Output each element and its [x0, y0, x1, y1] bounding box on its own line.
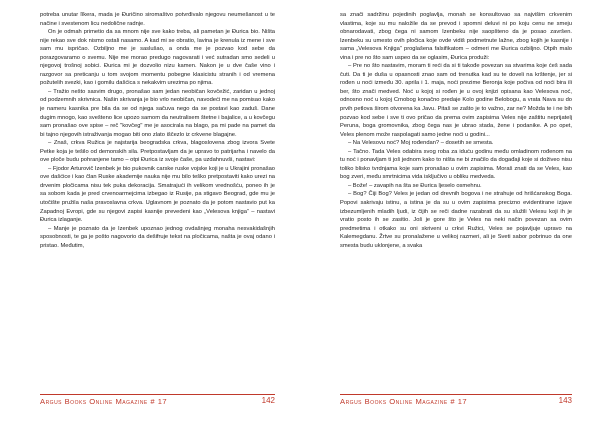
right-page: [300, 0, 600, 424]
paragraph: – Tačno. Tada Veles odabira svog roba za iduću godinu među omladinom rođenom na tu noć i ponavljam ti još jednom kako to ništa ne bi značilo da događaji koje si doživeo nisu toliko blisko tvrdnjama koje sam pronašao u ovim zapisima. Moraš znati da se Veles, kao bog zveri, među smrtnicima vida isključivo u obliku medveda.: [340, 148, 572, 181]
page-number: 143: [558, 396, 572, 405]
magazine-name: Argus Books Online Magazine # 17: [40, 397, 168, 406]
right-page-footer: [340, 394, 572, 408]
left-page-footer: [40, 394, 275, 408]
paragraph: – Pre no što nastavim, moram ti reći da si ti takođe povezan sa stvarima koje ćeš sada čuti. Da ti je duša u opasnosti znao sam od trenutka kad su te doveli na krštenje, jer si rođen u noći između 30. aprila i 1. maja, noći prezime Beronja koje počiva od noći bira ili ber, što znači medved. Noć u kojoj si rođen je u ovoj knjizi opisana kao Velesova noć, odnosno noć u kojoj Crnobog konačno predaje Kolo godine Belobogu, a vrata Nava su do prvih petlova širom otvorena ka Javu. Pitaš se zašto je to važno, zar ne? Možda te i ne bih pozvao kod sebe i sve ti ovo pričao da prema ovim zapisima Veles nije zaštitu neprijatelj Peruna, boga gromovnika, zbog čega nas je ubrao stada, žene i podanike. A po opet, Veles plenom može raspolagati samo jedne noći u godini...: [340, 63, 572, 138]
paragraph: – Tražio nešto sasvim drugo, pronašao sam jedan neobičan kovčežić, zaridan u jednoj od podzemnih skrivnica. Našin skrivanja je bio vrlo neobičan, navodeći me na pomisao kako je nameru kasnika pre bila da se od njega sačuva nego da se postavi kao zaduš. Dane dugim mnogo, kao svešteno lice upozo samom da neutralisem štetne i bajalice, a u kovčegu sam pronašao ove spise – reč "kovčeg" me je asocirala na blago, pa mi pade na pamet da bi tajno njegovih istraživanja mogao biti ono zlato iščezlo iz crkvene blagajne.: [40, 88, 275, 138]
paragraph: – Manje je poznato da je Izenbek upoznao jednog ovdašnjeg monaha nesvakidašnjih sposobnosti, te ga je pošto nagovorio da dešifruje tekst na pločicama, našta je ovaj odano i pristao. Međutim,: [40, 225, 275, 249]
left-page-body: [40, 11, 275, 388]
paragraph: potreba unutar lîkera, mada je Đuričino siromaštvo potvrđivalo njegovu neumešanost u te načine i svestenom licu nedolične radnje.: [40, 12, 275, 27]
paragraph: sa znači sadržinu pojedinih poglavlja, monah se konsultovao sa najvišim crkvenim vlastima, koje su mu naložile da se prevod i spomni deluvi ni po koju cenu ne smeju obnarodavati, zbog čega ni samom Izenbeku nije saopšteno da je posao završen. Izenbeku su umesto ovih pločica koje ovde vidiš podmetnute lažne, zbog kojih je kasnije i sama „Velesova Knjiga“ proglašena falsifikatom – odmeri me Đurica ozbiljno. Otpih malo vina i pre no što sam uspeo da se oglasim, Đurica produži:: [340, 12, 572, 61]
footer-rule: [340, 394, 572, 395]
paragraph: On je odmah primetio da sa mnom nije sve kako treba, ali pametan je Đurica bio. Ništa nije rekao sve dok nismo ostali nasamo. A kad mi se obratio, lavina je krenula iz mene i sve sam mu ispričao. Ozbiljno me je saslušao, a onda me je pozvao kod sebe da porazgovaramo o svemu. Nije me morao predugo nagovarati i već sutradan smo sedeli u njegovoj trošnoj sobici. Đurica mi je dozvolio nizu kamen. Nakon je u dve čaše vino i razgovor sa preticanju u tom svojom momentu pobegne klasicistu stranih i od vremena požutelih svezki, kao i gomilu dašćica s nekakvim urezima po njima.: [40, 29, 275, 87]
paragraph: – Bog? Čiji Bog? Veles je jedan od drevnih bogova i ne strahuje od hrišćanskog Boga. Popovi sakrivaju istinu, a istina je da su u ovim zapisima precizno evidentirane izjave izbezumljenih mladih ljudi, iz čijih se reči dadne razabrati da su služili Velesu koji ih je vratio posto ih se zasitio. Još je gore što je Veles na neki način povezan sa ovim predmetima i otkako su oni skriveni u crkvi Ružici, Veles se pojavljuje upravo na Kalemegdanu. Žrtve su pronalažene u velikoj razmeri, ali je Sveti sabor pobrinuo da one smesta budu uklonjene, a svaka: [340, 191, 572, 249]
paragraph: – Znaš, crkva Ružica je najstarija beogradska crkva, blagoslovena zbog izvora Svete Petke koja je tešilo od demonskih sila. Pretpostavljam da je upravo to patrijarha i navelo da ove ploče budu pohranjene tamo – otpi Đurica iz svoje čaše, pa uzdahnuvši, nastavi:: [40, 140, 275, 164]
footer-rule: [40, 394, 275, 395]
paragraph: – Na Velesovu noć? Moj rođendan? – dosetih se smesta.: [348, 140, 494, 147]
magazine-name: Argus Books Online Magazine # 17: [340, 397, 468, 406]
right-page-body: [340, 11, 572, 388]
page-number: 142: [261, 396, 275, 405]
paragraph: – Fjodor Arturovič Izenbek je bio pukovnik carske ruske vojske koji je u Ukrajini pronašao ove dašćice i kao član Ruske akademije nauka nije mu bilo teško pretpostaviti kako urezi na drvenim pločicama nisu tek puka dekoracija. Smatrajući ih velikom vrednošću, poneo ih je sa sobom kada je pred crvenoarmejcima izbegao iz Rusije, pa stigavo Beograd, gde mu je utočište pružila naša pravoslavna crkva. Uglavnom je poznato da je potom nastavio put ka Zapadnoj Evropi, gde su njegovi zapisi kasnije prevedeni kao „Velesova knjiga“ – nastavi Đurica izlaganje.: [40, 165, 275, 224]
paragraph: – Bože! – zavapih na šta se Đurica ljeselo osmehnu.: [348, 182, 482, 189]
